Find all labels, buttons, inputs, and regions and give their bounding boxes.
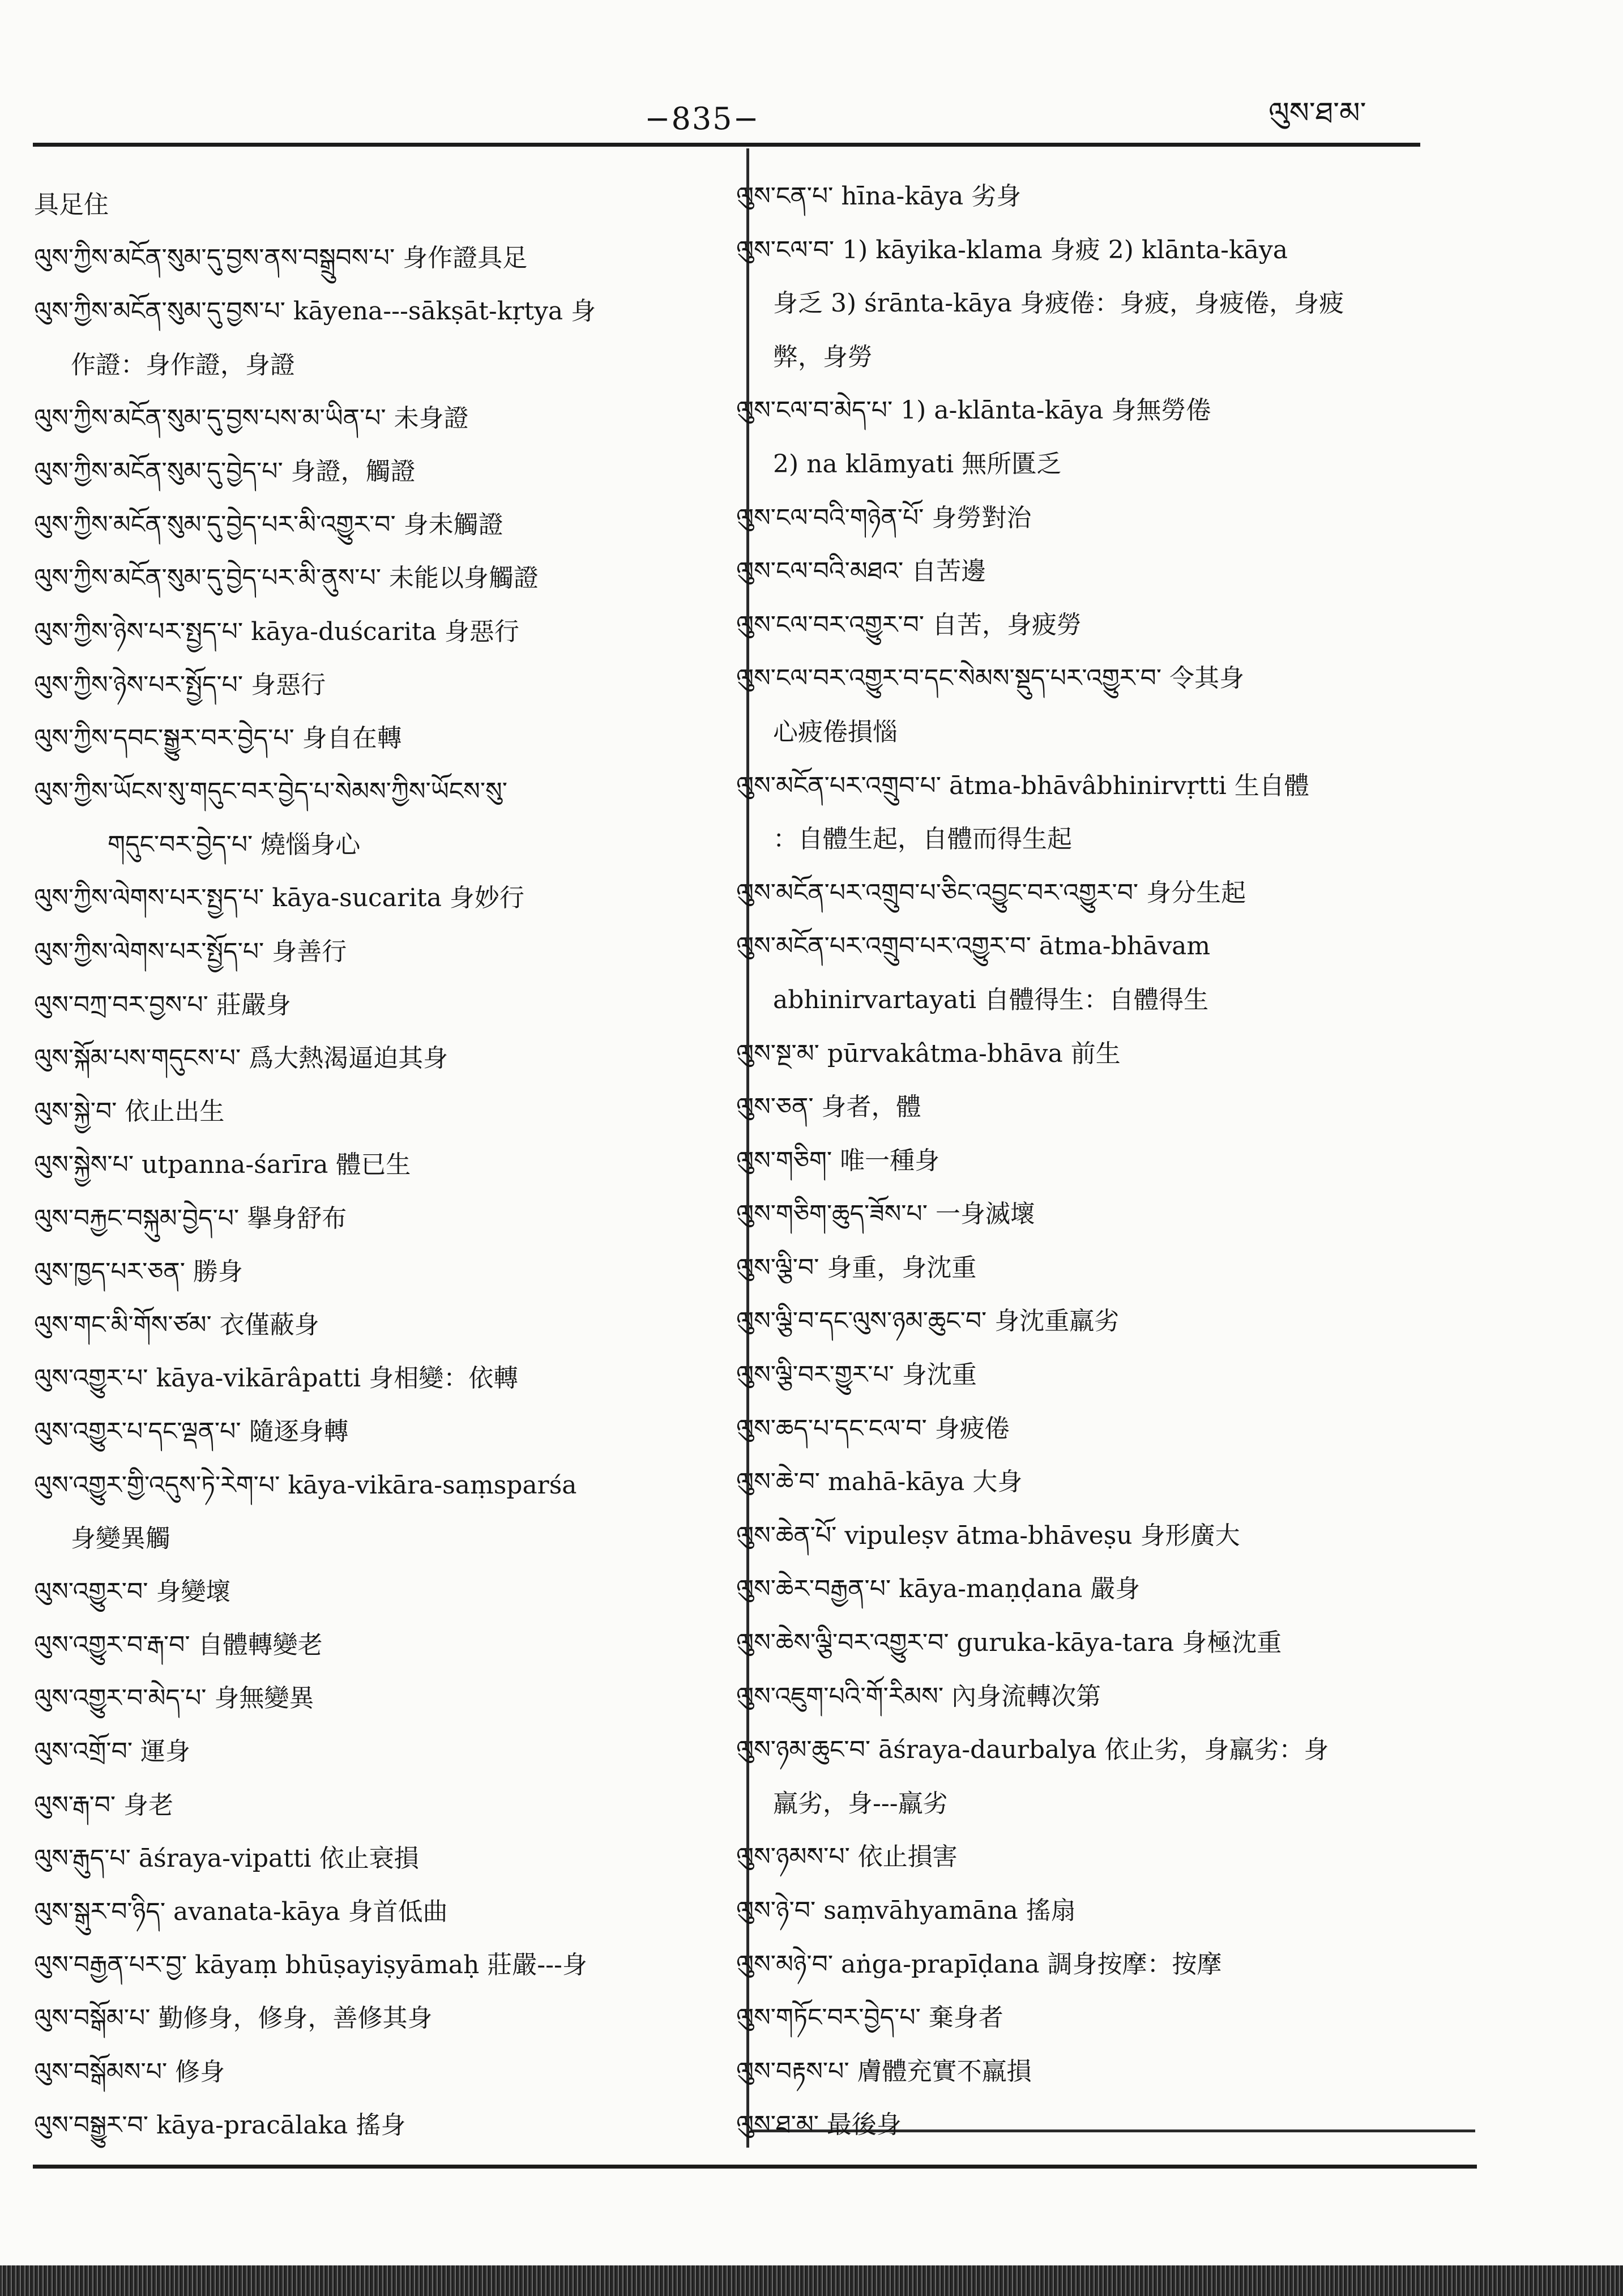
entry-line: ལུས་ཆེ་བ་ mahā-kāya 大身 — [736, 1467, 1023, 1497]
entry-line: ལུས་ཉམ་ཆུང་བ་ āśraya-daurbalya 依止劣，身羸劣：身 — [736, 1735, 1329, 1765]
entry-line: ལུས་ངལ་བའི་མཐའ་ 自苦邊 — [736, 557, 986, 586]
scan-edge-band — [0, 2265, 1623, 2296]
entry-line: ལུས་འགྱུར་བ་ 身變壞 — [34, 1577, 231, 1606]
entry-line: abhinirvartayati 自體得生：自體得生 — [773, 985, 1209, 1014]
entry-line: ལུས་མངོན་པར་འགྲུབ་པ་ཅིང་འབྱུང་བར་འགྱུར་བ་ 身分生起 — [736, 878, 1246, 907]
entry-line: ལུས་ཆེས་ལྕི་བར་འགྱུར་བ་ guruka-kāya-tara 身極沈重 — [736, 1628, 1282, 1658]
entry-line: 羸劣，身---羸劣 — [773, 1789, 948, 1818]
entry-line: ལུས་སྐོམ་པས་གདུངས་པ་ 爲大熱渴逼迫其身 — [34, 1044, 449, 1073]
entry-line: ལུས་ཀྱིས་མངོན་སུམ་དུ་བྱེད་པ་ 身證，觸證 — [34, 456, 416, 486]
left-column — [34, 178, 739, 2152]
entry-line: ལུས་མངོན་པར་འགྲུབ་པར་འགྱུར་བ་ ātma-bhāvam — [736, 932, 1211, 961]
entry-line: ལུས་ལྕི་བར་གྱུར་པ་ 身沈重 — [736, 1360, 977, 1390]
entry-line: 作證：身作證，身證 — [71, 350, 295, 379]
entry-line: ལུས་ངལ་བར་འགྱུར་བ་དང་སེམས་སྡུད་པར་འགྱུར་བ་ 令其身 — [736, 664, 1245, 693]
entry-line: ལུས་ཀྱིས་མངོན་སུམ་དུ་བྱེད་པར་མི་ནུས་པ་ 未能以身觸證 — [34, 564, 539, 593]
entry-line: ལུས་ངལ་བ་མེད་པ་ 1) a-klānta-kāya 身無勞倦 — [736, 396, 1211, 425]
entry-line: 2) na klāmyati 無所匱乏 — [773, 449, 1062, 479]
entry-line: ལུས་ཆེར་བརྒྱན་པ་ kāya-maṇḍana 嚴身 — [736, 1574, 1141, 1604]
entry-line: ལུས་རྒ་བ་ 身老 — [34, 1790, 174, 1820]
entry-line: ལུས་མངོན་པར་འགྲུབ་པ་ ātma-bhāvâbhinirvṛtti 生自體 — [736, 771, 1309, 800]
entry-line: ལུས་ཉམས་པ་ 依止損害 — [736, 1842, 958, 1872]
entry-line: ལུས་ཀྱིས་ལེགས་པར་སྤྱོད་པ་ 身善行 — [34, 937, 347, 966]
entry-line: 心疲倦損惱 — [773, 717, 898, 746]
entry-line: ལུས་བརྟས་པ་ 膚體充實不羸損 — [736, 2056, 1032, 2086]
entry-line: གདུང་བར་བྱེད་པ་ 燒惱身心 — [108, 830, 361, 860]
entry-line: ལུས་མཉེ་བ་ aṅga-prapīḍana 調身按摩：按摩 — [736, 1949, 1222, 1979]
entry-line: ལུས་བསྒོམས་པ་ 修身 — [34, 2057, 225, 2086]
entry-line: ལུས་ཀྱིས་མངོན་སུམ་དུ་བྱས་པས་མ་ཡིན་པ་ 未身證 — [34, 403, 469, 433]
entry-line: ལུས་འགྱུར་གྱི་འདུས་ཏེ་རེག་པ་ kāya-vikāra-saṃsparśa — [34, 1470, 577, 1500]
page-number: −835− — [644, 101, 760, 136]
entry-line: ལུས་རྒུད་པ་ āśraya-vipatti 依止衰損 — [34, 1843, 419, 1873]
entry-line: ལུས་འགྱུར་བ་མེད་པ་ 身無變異 — [34, 1684, 314, 1713]
entry-line: 弊，身勞 — [773, 342, 873, 372]
entry-line: ལུས་སྐྱེ་བ་ 依止出生 — [34, 1097, 225, 1126]
entry-line: ལུས་བསྒོམ་པ་ 勤修身，修身，善修其身 — [34, 2004, 433, 2033]
entry-line: ：自體生起，自體而得生起 — [773, 825, 1072, 854]
entry-line: ལུས་འགྲོ་བ་ 運身 — [34, 1737, 191, 1766]
entry-line: ལུས་བཀྲ་བར་བྱས་པ་ 莊嚴身 — [34, 990, 291, 1019]
entry-line: ལུས་ཀྱིས་དབང་སྒྱུར་བར་བྱེད་པ་ 身自在轉 — [34, 723, 402, 753]
right-column — [736, 170, 1450, 2152]
running-head: ལུས་ཐ་མ་ — [1268, 96, 1366, 130]
entry-line: ལུས་འགྱུར་བ་རྒ་བ་ 自體轉變老 — [34, 1631, 323, 1660]
entry-line: ལུས་ཀྱིས་མངོན་སུམ་དུ་བྱས་པ་ kāyena---sākṣāt-kṛtya 身 — [34, 297, 596, 326]
entry-line: ལུས་བརྒྱན་པར་བྱ་ kāyaṃ bhūṣayiṣyāmaḥ 莊嚴---身 — [34, 1951, 587, 1980]
entry-line: ལུས་ཀྱིས་ཉེས་པར་སྤྱད་པ་ kāya-duścarita 身惡行 — [34, 617, 519, 646]
entry-line: ལུས་སྒུར་བ་ཉིད་ avanata-kāya 身首低曲 — [34, 1897, 448, 1926]
entry-line: ལུས་ངལ་བར་འགྱུར་བ་ 自苦，身疲勞 — [736, 610, 1082, 639]
entry-line: ལུས་ཉེ་བ་ saṃvāhyamāna 搖扇 — [736, 1896, 1076, 1925]
entry-line: ལུས་ཀྱིས་ཡོངས་སུ་གདུང་བར་བྱེད་པ་སེམས་ཀྱིས་ཡོངས་སུ་ — [34, 777, 507, 806]
entry-line: ལུས་ཐ་མ་ 最後身 — [736, 2110, 902, 2140]
entry-line: ལུས་ཀྱིས་ཉེས་པར་སྤྱོད་པ་ 身惡行 — [34, 670, 326, 699]
entry-line: 身變異觸 — [71, 1523, 170, 1553]
entry-line: ལུས་བསྒྱུར་བ་ kāya-pracālaka 搖身 — [34, 2110, 406, 2140]
bottom-rule — [33, 2165, 1477, 2169]
entry-line: ལུས་གཅིག་ 唯一種身 — [736, 1146, 940, 1175]
entry-line: 身乏 3) śrānta-kāya 身疲倦：身疲，身疲倦，身疲 — [773, 289, 1344, 318]
entry-line: ལུས་ངལ་བ་ 1) kāyika-klama 身疲 2) klānta-kāya — [736, 235, 1288, 264]
entry-line: ལུས་ཀྱིས་མངོན་སུམ་དུ་བྱེད་པར་མི་འགྱུར་བ་ 身未觸證 — [34, 510, 503, 540]
entry-line: ལུས་ལྕི་བ་དང་ལུས་ཉམ་ཆུང་བ་ 身沈重羸劣 — [736, 1307, 1120, 1336]
entry-line: ལུས་ཁྱད་པར་ཅན་ 勝身 — [34, 1257, 243, 1286]
entry-line: ལུས་ཀྱིས་མངོན་སུམ་དུ་བྱས་ནས་བསྒྲུབས་པ་ 身作證具足 — [34, 244, 528, 273]
entry-line: ལུས་ཆེན་པོ་ vipuleṣv ātma-bhāveṣu 身形廣大 — [736, 1521, 1240, 1550]
entry-line: ལུས་གཅིག་ཆུད་ཟོས་པ་ 一身滅壞 — [736, 1200, 1035, 1229]
entry-line: 具足住 — [34, 190, 109, 219]
top-rule — [33, 143, 1420, 147]
entry-line: ལུས་སྔ་མ་ pūrvakâtma-bhāva 前生 — [736, 1039, 1121, 1068]
entry-line: ལུས་ངལ་བའི་གཉེན་པོ་ 身勞對治 — [736, 503, 1032, 532]
entry-line: ལུས་འགྱུར་པ་ kāya-vikārâpatti 身相變：依轉 — [34, 1364, 519, 1393]
entry-line: ལུས་ལྕི་བ་ 身重，身沈重 — [736, 1253, 977, 1282]
entry-line: ལུས་བརྐྱང་བསྐུམ་བྱེད་པ་ 擧身舒布 — [34, 1204, 347, 1233]
entry-line: ལུས་ངན་པ་ hīna-kāya 劣身 — [736, 182, 1022, 211]
entry-line: ལུས་ཆད་པ་དང་ངལ་བ་ 身疲倦 — [736, 1414, 1010, 1443]
entry-line: ལུས་འགྱུར་པ་དང་ལྡན་པ་ 隨逐身轉 — [34, 1417, 349, 1446]
entry-line: ལུས་ཀྱིས་ལེགས་པར་སྤྱད་པ་ kāya-sucarita 身妙行 — [34, 884, 524, 913]
entry-line: ལུས་སྐྱེས་པ་ utpanna-śarīra 體已生 — [34, 1150, 411, 1180]
entry-line: ལུས་འཇུག་པའི་གོ་རིམས་ 內身流轉次第 — [736, 1682, 1101, 1711]
entry-line: ལུས་གཏོང་བར་བྱེད་པ་ 棄身者 — [736, 2003, 1003, 2033]
entry-line: ལུས་ཅན་ 身者，體 — [736, 1092, 921, 1122]
entry-line: ལུས་གང་མི་གོས་ཙམ་ 衣僅蔽身 — [34, 1310, 319, 1339]
